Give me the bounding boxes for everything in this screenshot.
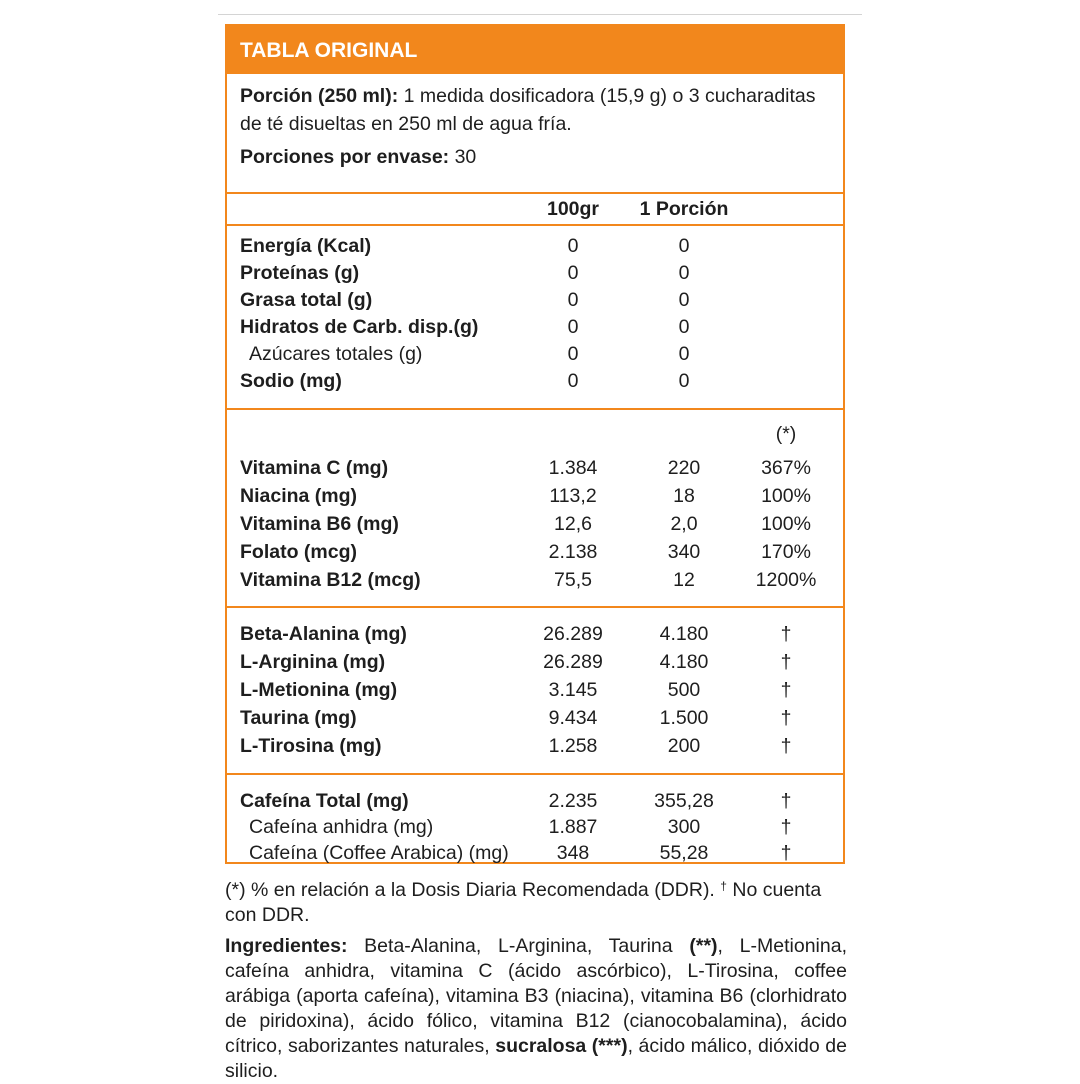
table-row: Sodio (mg) 0 0 <box>240 370 690 392</box>
dagger-mark: † <box>720 879 727 893</box>
table-row: Cafeína Total (mg) 2.235 355,28 † <box>240 790 792 812</box>
table-title: TABLA ORIGINAL <box>227 26 843 74</box>
ingredients-text: Ingredientes: Beta-Alanina, L-Arginina, Taurina (**), L-Metionina, cafeína anhidra, vitamina C (ácido ascórbico), L-Tirosina, coffee arábiga (aporta cafeína), vitamina B3 (niacina), vitamina B6 (clorhidrato de piridoxina), ácido fólico, vitamina B12 (cianocobalamina), ácido cítrico, saborizantes naturales, sucralosa (***), ácido málico, dióxido de silicio. <box>225 935 847 1082</box>
macros-section <box>227 226 843 408</box>
servings-label: Porciones por envase: <box>240 146 450 168</box>
table-row: Hidratos de Carb. disp.(g) 0 0 <box>240 316 690 338</box>
table-row: Cafeína anhidra (mg) 1.887 300 † <box>249 816 792 838</box>
column-headers <box>227 194 843 224</box>
top-divider <box>218 14 862 15</box>
footer-notes <box>225 874 847 1084</box>
table-row: Niacina (mg) 113,2 18 100% <box>240 485 811 507</box>
table-row: L-Tirosina (mg) 1.258 200 † <box>240 735 792 757</box>
table-row: Taurina (mg) 9.434 1.500 † <box>240 707 792 729</box>
table-row: L-Metionina (mg) 3.145 500 † <box>240 679 792 701</box>
amino-section <box>227 608 843 773</box>
table-row: L-Arginina (mg) 26.289 4.180 † <box>240 651 792 673</box>
ddr-footnote: (*) % en relación a la Dosis Diaria Recomendada (DDR). † No cuenta con DDR. <box>225 879 822 926</box>
table-row: Energía (Kcal) 0 0 <box>240 235 690 257</box>
col-header-portion: 1 Porción <box>639 198 729 220</box>
nutrition-table <box>225 24 845 864</box>
ddr-header: (*) <box>775 423 797 445</box>
portion-text: 1 medida dosificadora (15,9 g) o 3 cucharaditas de té disueltas en 250 ml de agua fría. <box>240 85 816 135</box>
ddr-header-row <box>227 421 843 455</box>
vitamins-section <box>227 410 843 606</box>
servings-line <box>240 143 830 171</box>
portion-label: Porción (250 ml): <box>240 85 399 107</box>
table-row: Folato (mcg) 2.138 340 170% <box>240 541 811 563</box>
table-row: Cafeína (Coffee Arabica) (mg) 348 55,28 † <box>249 842 792 864</box>
table-row: Vitamina B6 (mg) 12,6 2,0 100% <box>240 513 811 535</box>
portion-line <box>240 82 830 138</box>
table-row: Proteínas (g) 0 0 <box>240 262 690 284</box>
col-header-100gr: 100gr <box>546 198 600 220</box>
serving-info <box>227 74 843 192</box>
table-row: Grasa total (g) 0 0 <box>240 289 690 311</box>
servings-value: 30 <box>449 146 477 168</box>
table-row: Vitamina C (mg) 1.384 220 367% <box>240 457 811 479</box>
caffeine-section <box>227 775 843 866</box>
table-row: Azúcares totales (g) 0 0 <box>249 343 690 365</box>
table-row: Vitamina B12 (mcg) 75,5 12 1200% <box>240 569 817 591</box>
table-row: Beta-Alanina (mg) 26.289 4.180 † <box>240 623 792 645</box>
ingredients-label: Ingredientes: <box>225 935 348 957</box>
